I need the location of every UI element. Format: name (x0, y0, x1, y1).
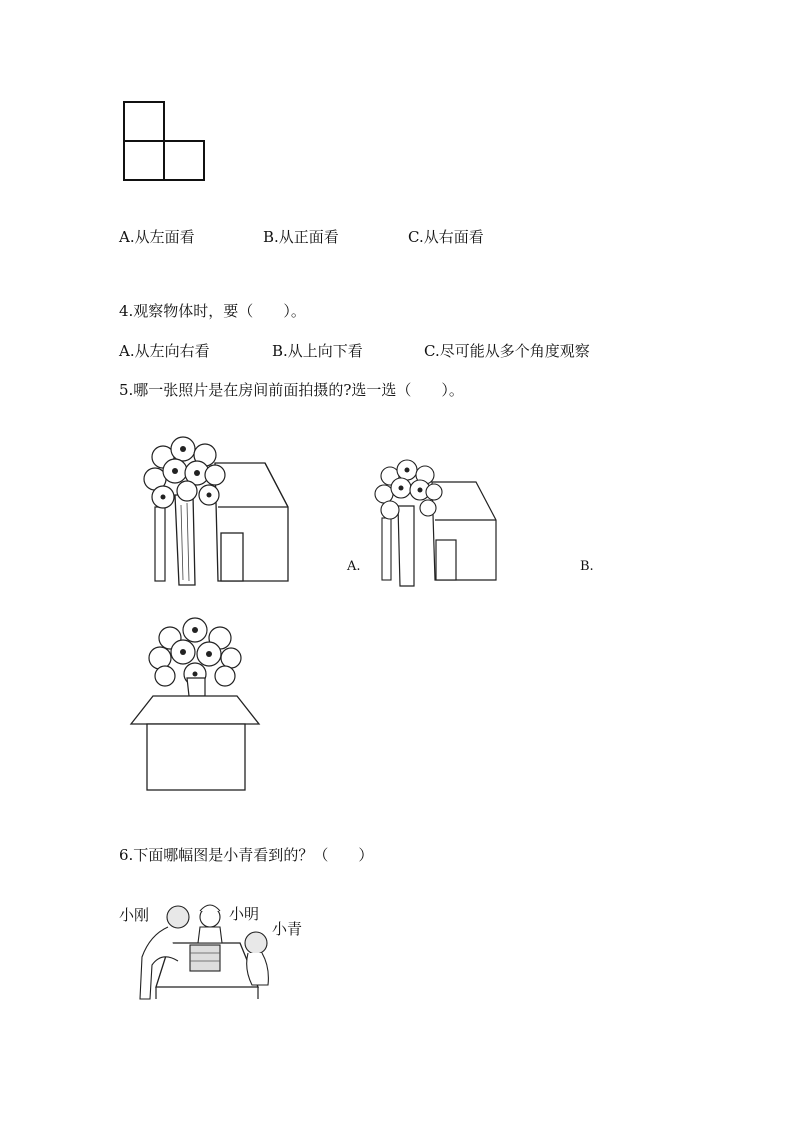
name-xiaogang: 小刚 (119, 906, 150, 924)
square-bottom-right (163, 140, 205, 181)
q6-question: 6.下面哪幅图是小青看到的？（ ） (119, 846, 374, 864)
q5-question: 5.哪一张照片是在房间前面拍摄的?选一选（ ）。 (119, 381, 464, 399)
q5-label-a[interactable]: A. (347, 559, 361, 574)
name-xiaoming: 小明 (229, 905, 260, 923)
q3-option-b[interactable]: B.从正面看 (263, 228, 339, 246)
q4-question: 4.观察物体时，要（ ）。 (119, 302, 306, 320)
q5-label-b[interactable]: B. (580, 559, 594, 574)
square-bottom-left (123, 140, 165, 181)
name-xiaoqing: 小青 (272, 920, 303, 938)
l-shape-figure (123, 101, 205, 181)
q4-option-c[interactable]: C.尽可能从多个角度观察 (424, 342, 590, 360)
q3-option-c[interactable]: C.从右面看 (408, 228, 484, 246)
photo-tree-house-3[interactable] (125, 618, 265, 803)
q4-option-a[interactable]: A.从左向右看 (119, 342, 210, 360)
photo-tree-house-2[interactable] (370, 460, 500, 590)
square-top (123, 101, 165, 142)
q4-option-b[interactable]: B.从上向下看 (272, 342, 363, 360)
q3-option-a[interactable]: A.从左面看 (119, 228, 195, 246)
photo-tree-house-1[interactable] (135, 435, 295, 595)
